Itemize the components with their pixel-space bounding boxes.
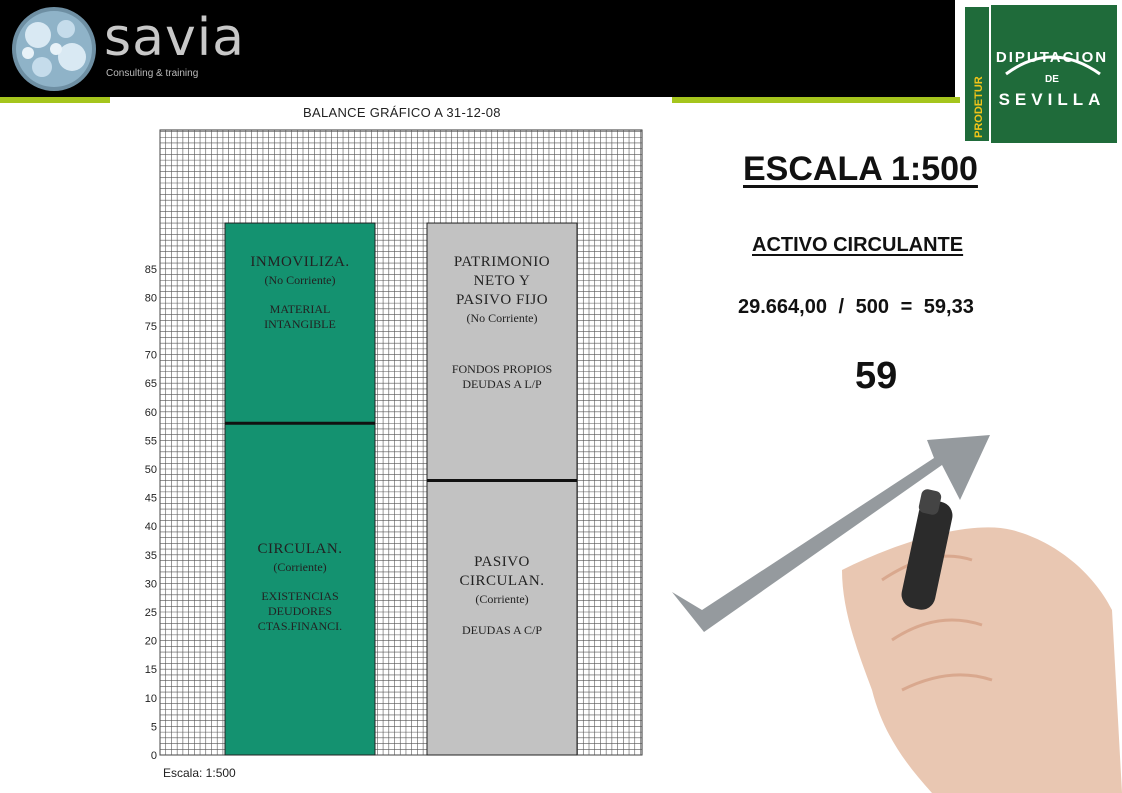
y-tick-label: 75: [144, 321, 157, 333]
diputacion-text: DIPUTACION: [995, 49, 1109, 66]
circulante-item: EXISTENCIAS: [261, 589, 339, 603]
y-tick-label: 85: [144, 263, 157, 276]
brand-tagline: Consulting & training: [106, 68, 199, 79]
y-tick-label: 70: [144, 349, 157, 362]
circulante-item: DEUDORES: [267, 604, 332, 618]
header-accent-right: [672, 97, 960, 103]
y-tick-label: 65: [144, 378, 157, 391]
pasivo-circulante-sub: (Corriente): [475, 592, 529, 606]
brand-name: savia: [104, 8, 246, 68]
diputacion-sevilla-logo: [960, 2, 1120, 145]
y-tick-label: 30: [144, 578, 157, 591]
pasivo-circulante-label-block: [427, 553, 577, 638]
circulante-label-block: [225, 540, 375, 634]
y-tick-label: 50: [144, 464, 157, 476]
chart-title: BALANCE GRÁFICO A 31-12-08: [303, 105, 501, 120]
scale-result: 59: [855, 355, 898, 397]
balance-chart: [130, 120, 650, 765]
inmovilizado-head: INMOVILIZA.: [250, 254, 350, 270]
y-tick-label: 35: [144, 549, 157, 562]
patrimonio-head: NETO Y: [473, 273, 531, 289]
y-tick-label: 0: [150, 750, 157, 762]
y-tick-label: 5: [150, 721, 157, 734]
prodetur-text: PRODETUR: [973, 76, 985, 138]
y-tick-label: 60: [144, 406, 157, 419]
circulante-head: CIRCULAN.: [257, 541, 343, 557]
patrimonio-head: PATRIMONIO: [453, 254, 551, 270]
chart-scale-label: Escala: 1:500: [163, 766, 236, 780]
header-accent-left: [0, 97, 110, 103]
y-tick-label: 45: [144, 492, 157, 505]
sevilla-text: SEVILLA: [998, 90, 1106, 109]
hand-drawing-arrow-illustration: [672, 430, 1122, 793]
chart-y-axis: [145, 264, 157, 762]
inmovilizado-label-block: [225, 253, 375, 332]
y-tick-label: 20: [144, 635, 157, 648]
y-tick-label: 10: [144, 692, 157, 705]
circulante-sub: (Corriente): [273, 560, 327, 574]
y-tick-label: 15: [144, 664, 157, 677]
inmovilizado-item: MATERIAL: [269, 302, 331, 316]
pasivo-circulante-head: PASIVO: [474, 554, 530, 570]
patrimonio-item: FONDOS PROPIOS: [451, 362, 553, 376]
inmovilizado-item: INTANGIBLE: [264, 317, 336, 331]
pasivo-circulante-head: CIRCULAN.: [459, 573, 545, 589]
patrimonio-head: PASIVO FIJO: [455, 292, 549, 308]
circulante-item: CTAS.FINANCI.: [257, 619, 343, 633]
escala-heading: ESCALA 1:500: [743, 150, 978, 188]
pasivo-circulante-item: DEUDAS A C/P: [461, 623, 543, 637]
savia-logo-icon: [8, 5, 100, 93]
patrimonio-label-block: [427, 253, 577, 392]
inmovilizado-sub: (No Corriente): [264, 273, 336, 287]
y-tick-label: 55: [144, 435, 157, 448]
y-tick-label: 25: [144, 607, 157, 619]
scale-formula: 29.664,00 / 500 = 59,33: [738, 296, 974, 318]
patrimonio-item: DEUDAS A L/P: [462, 377, 542, 391]
patrimonio-sub: (No Corriente): [466, 311, 538, 325]
activo-circulante-label: ACTIVO CIRCULANTE: [752, 234, 964, 256]
y-tick-label: 80: [144, 292, 157, 305]
de-text: DE: [1045, 74, 1059, 85]
y-tick-label: 40: [144, 521, 157, 534]
